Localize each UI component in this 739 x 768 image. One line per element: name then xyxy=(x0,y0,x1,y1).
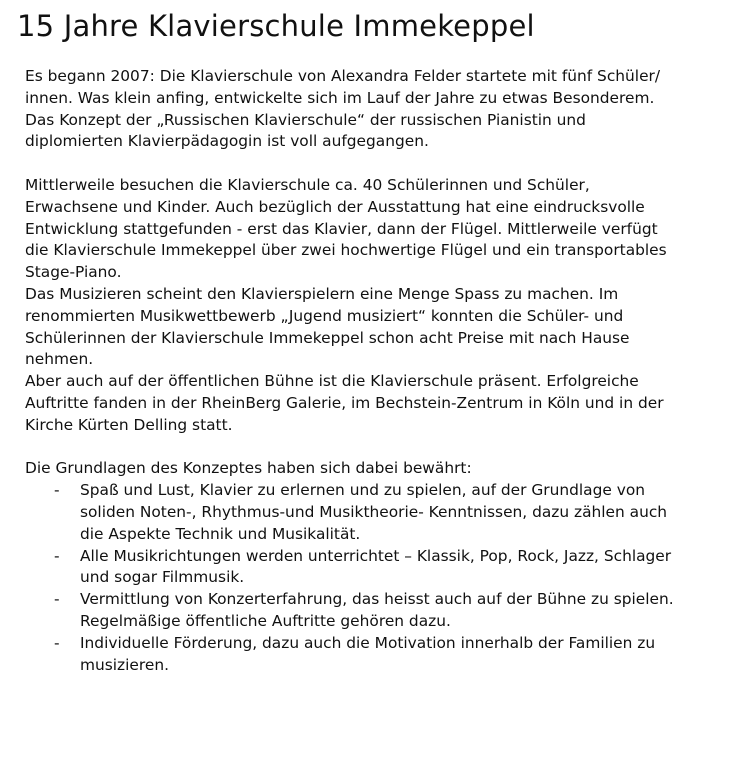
paragraph-gap xyxy=(25,437,730,459)
text-line: Mittlerweile besuchen die Klavierschule ca. 40 Schülerinnen und Schüler, xyxy=(25,175,590,194)
text-line: Auftritte fanden in der RheinBerg Galerie, im Bechstein-Zentrum in Köln und in der xyxy=(25,393,664,412)
list-item-line: soliden Noten-, Rhythmus-und Musiktheorie- Kenntnissen, dazu zählen auch xyxy=(80,502,668,521)
dash-bullet: - xyxy=(54,590,60,609)
text-line: Aber auch auf der öffentlichen Bühne ist die Klavierschule präsent. Erfolgreiche xyxy=(25,372,639,391)
list-item-line: Individuelle Förderung, dazu auch die Motivation innerhalb der Familien zu xyxy=(80,633,656,652)
page-title: 15 Jahre Klavierschule Immekeppel xyxy=(17,9,535,43)
text-line: Entwicklung stattgefunden - erst das Klavier, dann der Flügel. Mittlerweile verfügt xyxy=(25,219,658,238)
list-item-line: Vermittlung von Konzerterfahrung, das heisst auch auf der Bühne zu spielen. xyxy=(80,590,674,609)
text-line: Das Konzept der „Russischen Klavierschule“ der russischen Pianistin und xyxy=(25,110,586,129)
text-line: Schülerinnen der Klavierschule Immekeppel schon acht Preise mit nach Hause xyxy=(25,328,630,347)
list-item xyxy=(25,633,730,677)
text-line: Stage-Piano. xyxy=(25,263,122,282)
text-line: Erwachsene und Kinder. Auch bezüglich der Ausstattung hat eine eindrucksvolle xyxy=(25,197,645,216)
intro-paragraph xyxy=(25,66,730,153)
text-line: die Klavierschule Immekeppel über zwei hochwertige Flügel und ein transportables xyxy=(25,241,667,260)
dash-bullet: - xyxy=(54,546,60,565)
text-line: Die Grundlagen des Konzeptes haben sich dabei bewährt: xyxy=(25,459,472,478)
text-line: Es begann 2007: Die Klavierschule von Alexandra Felder startete mit fünf Schüler/ xyxy=(25,67,661,85)
list-item-line: Alle Musikrichtungen werden unterrichtet – Klassik, Pop, Rock, Jazz, Schlager xyxy=(80,546,672,565)
list-item xyxy=(25,589,730,633)
list-item xyxy=(25,480,730,545)
list-item-line: und sogar Filmmusik. xyxy=(80,568,245,587)
list-item-line: musizieren. xyxy=(80,655,169,674)
text-line: Das Musizieren scheint den Klavierspielern eine Menge Spass zu machen. Im xyxy=(25,284,619,303)
dash-bullet: - xyxy=(54,481,60,500)
text-line: nehmen. xyxy=(25,350,94,369)
text-line: Kirche Kürten Delling statt. xyxy=(25,415,233,434)
list-item-line: Regelmäßige öffentliche Auftritte gehören dazu. xyxy=(80,611,451,630)
paragraph-gap xyxy=(25,153,730,175)
text-line: innen. Was klein anfing, entwickelte sich im Lauf der Jahre zu etwas Besonderem. xyxy=(25,88,655,107)
list-item-line: die Aspekte Technik und Musikalität. xyxy=(80,524,361,543)
competition-paragraph xyxy=(25,284,730,371)
list-item-line: Spaß und Lust, Klavier zu erlernen und zu spielen, auf der Grundlage von xyxy=(80,481,646,500)
list-intro xyxy=(25,458,730,480)
concept-list xyxy=(25,480,730,676)
performances-paragraph xyxy=(25,371,730,436)
list-item xyxy=(25,546,730,590)
text-line: diplomierten Klavierpädagogin ist voll aufgegangen. xyxy=(25,132,429,151)
equipment-paragraph xyxy=(25,175,730,284)
text-line: renommierten Musikwettbewerb „Jugend musiziert“ konnten die Schüler- und xyxy=(25,306,624,325)
article-body xyxy=(25,66,730,676)
dash-bullet: - xyxy=(54,633,60,652)
